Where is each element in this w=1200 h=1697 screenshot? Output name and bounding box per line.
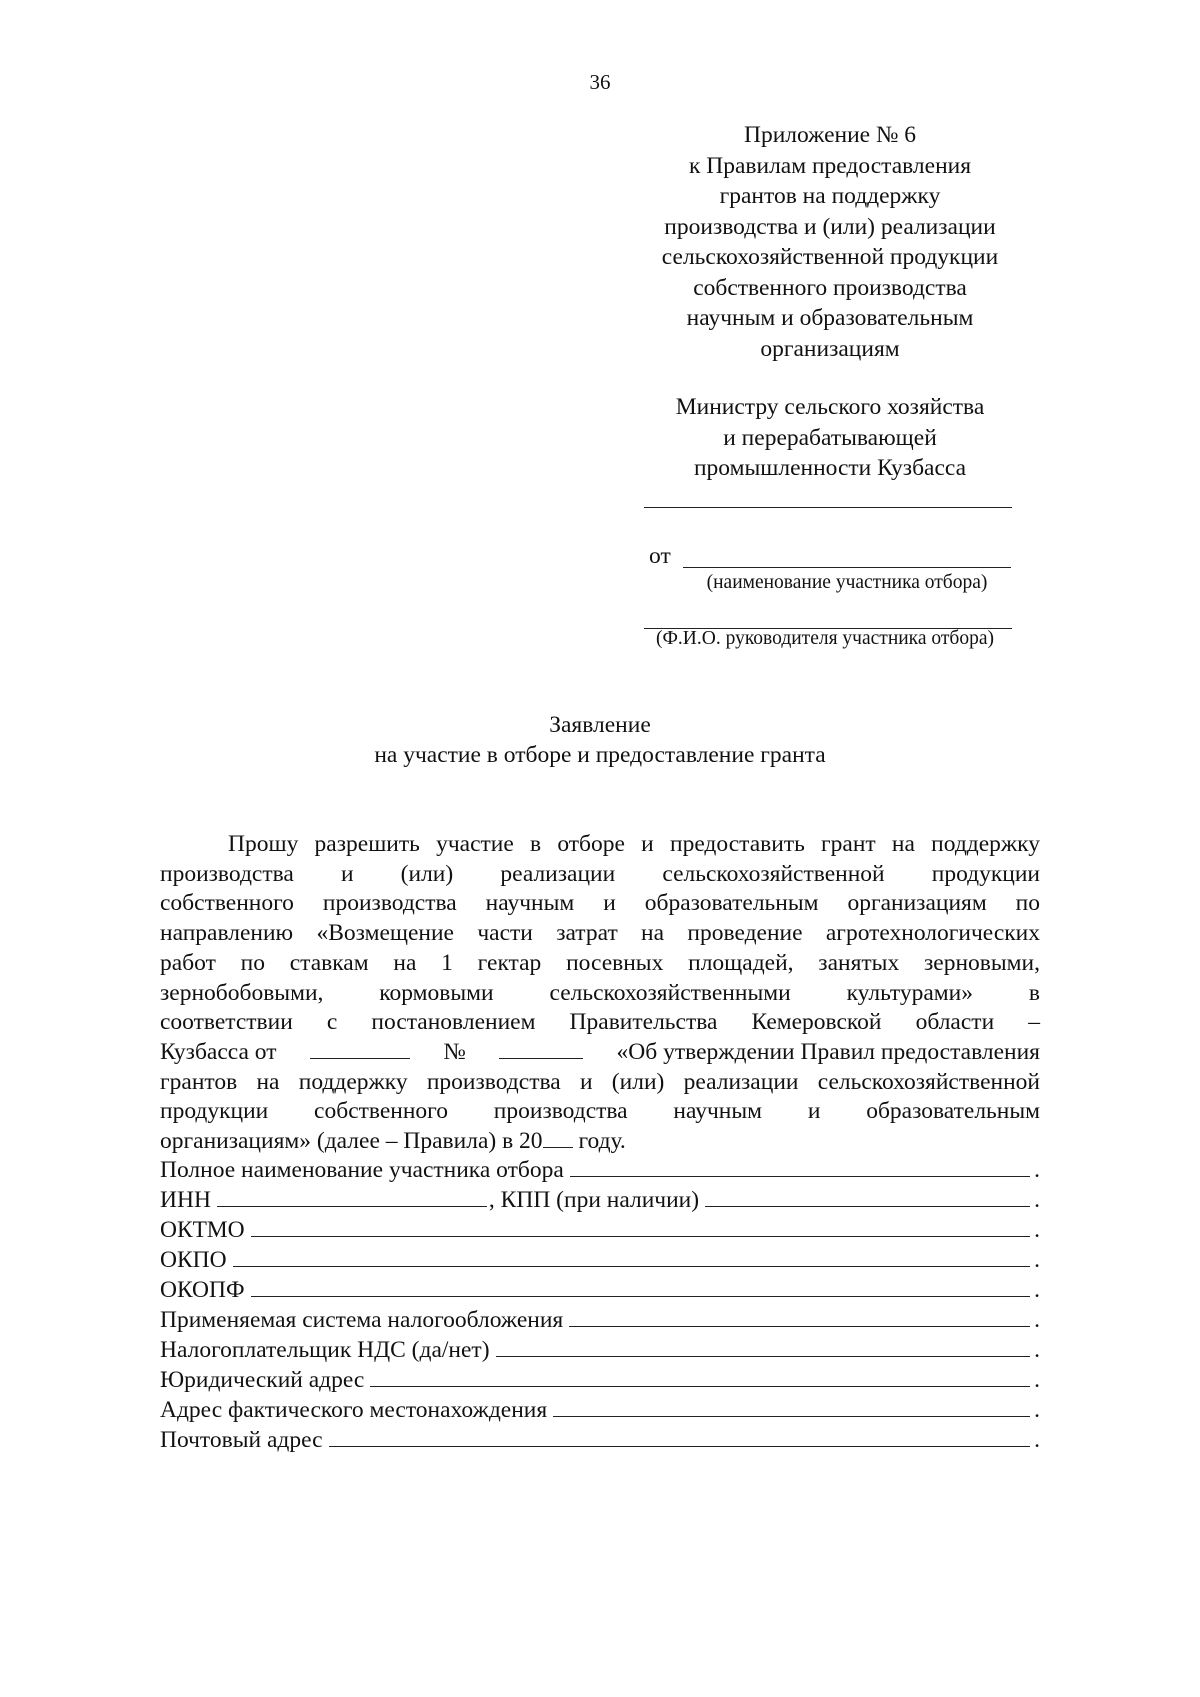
addressee-line: промышленности Кузбасса xyxy=(693,455,967,481)
year-blank[interactable] xyxy=(543,1129,573,1148)
field-vat xyxy=(160,1336,1040,1366)
appendix-header xyxy=(620,120,1040,364)
field-legal-address xyxy=(160,1366,1040,1396)
field-okpo xyxy=(160,1246,1040,1276)
addressee-block xyxy=(620,392,1040,484)
body-line: собственного производства научным и образовательным организациям по xyxy=(160,890,1040,917)
head-fio-caption: (Ф.И.О. руководителя участника отбора) xyxy=(656,628,994,649)
field-inn-kpp xyxy=(160,1186,1040,1216)
field-terminator: . xyxy=(1034,1217,1040,1243)
kpp-input-line[interactable] xyxy=(705,1186,1030,1207)
vat-input-line[interactable] xyxy=(496,1336,1031,1357)
body-text-fragment: Кузбасса от xyxy=(160,1038,277,1065)
field-terminator: . xyxy=(1034,1427,1040,1453)
document-title xyxy=(0,710,1200,770)
body-line: грантов на поддержку производства и (или) реализации сельскохозяйственной xyxy=(160,1068,1040,1095)
participant-name-blank[interactable] xyxy=(683,567,1011,568)
inn-input-line[interactable] xyxy=(217,1186,487,1207)
appendix-line: к Правилам предоставления xyxy=(688,152,972,179)
body-text-fragment: «Об утверждении Правил предоставления xyxy=(616,1038,1040,1065)
body-line: Прошу разрешить участие в отборе и предоставить грант на поддержку xyxy=(228,831,1040,857)
postal-address-input-line[interactable] xyxy=(329,1426,1031,1447)
field-label: ОКТМО xyxy=(160,1217,245,1243)
field-label: Применяемая система налогообложения xyxy=(160,1307,564,1333)
field-terminator: . xyxy=(1034,1337,1040,1363)
participant-name-caption: (наименование участника отбора) xyxy=(706,572,988,593)
field-label: Адрес фактического местонахождения xyxy=(160,1397,548,1423)
addressee-blank-line[interactable] xyxy=(644,507,1012,508)
oktmo-input-line[interactable] xyxy=(251,1216,1031,1237)
body-line: направлению «Возмещение части затрат на проведение агротехнологических xyxy=(160,920,1040,947)
addressee-line: Министру сельского хозяйства xyxy=(675,394,985,420)
field-full-name xyxy=(160,1156,1040,1186)
field-label: Налогоплательщик НДС (да/нет) xyxy=(160,1337,490,1363)
field-terminator: . xyxy=(1034,1247,1040,1273)
legal-address-input-line[interactable] xyxy=(370,1366,1030,1387)
appendix-line: организациям xyxy=(760,335,900,362)
full-name-input-line[interactable] xyxy=(570,1156,1030,1177)
appendix-line: производства и (или) реализации xyxy=(664,213,996,240)
appendix-line: научным и образовательным xyxy=(686,305,974,331)
addressee-line: и перерабатывающей xyxy=(723,424,937,451)
field-okopf xyxy=(160,1276,1040,1306)
body-text-fragment: организациям» (далее – Правила) в 20 xyxy=(160,1128,543,1155)
resolution-date-blank[interactable] xyxy=(310,1040,410,1059)
appendix-line: сельскохозяйственной продукции xyxy=(661,244,999,270)
field-terminator: . xyxy=(1034,1307,1040,1333)
appendix-line: грантов на поддержку xyxy=(719,183,941,209)
field-terminator: . xyxy=(1034,1367,1040,1393)
resolution-number-blank[interactable] xyxy=(499,1040,583,1059)
okopf-input-line[interactable] xyxy=(251,1276,1031,1297)
body-line: соответствии с постановлением Правительства Кемеровской области – xyxy=(160,1009,1040,1036)
field-terminator: . xyxy=(1034,1157,1040,1183)
body-line xyxy=(160,1127,1040,1157)
body-line: продукции собственного производства научным и образовательным xyxy=(160,1098,1040,1125)
field-label: ОКОПФ xyxy=(160,1277,245,1303)
field-terminator: . xyxy=(1034,1187,1040,1213)
appendix-line: собственного производства xyxy=(693,274,967,301)
field-label: , КПП (при наличии) xyxy=(488,1187,700,1213)
field-actual-address xyxy=(160,1396,1040,1426)
appendix-line: Приложение № 6 xyxy=(743,122,917,148)
field-label: Юридический адрес xyxy=(160,1367,365,1393)
page-number: 36 xyxy=(589,70,611,94)
field-label: ОКПО xyxy=(160,1247,227,1273)
field-postal-address xyxy=(160,1426,1040,1456)
field-terminator: . xyxy=(1034,1397,1040,1423)
body-line: зернобобовыми, кормовыми сельскохозяйственными культурами» в xyxy=(160,979,1040,1006)
body-text-fragment: № xyxy=(443,1038,466,1065)
body-line: производства и (или) реализации сельскохозяйственной продукции xyxy=(160,860,1040,887)
okpo-input-line[interactable] xyxy=(233,1246,1031,1267)
field-terminator: . xyxy=(1034,1277,1040,1303)
field-label: Почтовый адрес xyxy=(160,1427,323,1453)
field-oktmo xyxy=(160,1216,1040,1246)
body-line xyxy=(160,1038,1040,1068)
field-label: Полное наименование участника отбора xyxy=(160,1157,564,1183)
subtitle-line: на участие в отборе и предоставление гранта xyxy=(374,742,826,768)
body-text-fragment: году. xyxy=(578,1128,626,1155)
actual-address-input-line[interactable] xyxy=(553,1396,1030,1417)
body-line: работ по ставкам на 1 гектар посевных площадей, занятых зерновыми, xyxy=(160,949,1040,976)
field-tax-system xyxy=(160,1306,1040,1336)
application-body xyxy=(160,830,1040,1157)
tax-system-input-line[interactable] xyxy=(569,1306,1030,1327)
from-label: от xyxy=(649,543,671,569)
title-line: Заявление xyxy=(549,712,651,738)
field-label: ИНН xyxy=(160,1187,211,1213)
